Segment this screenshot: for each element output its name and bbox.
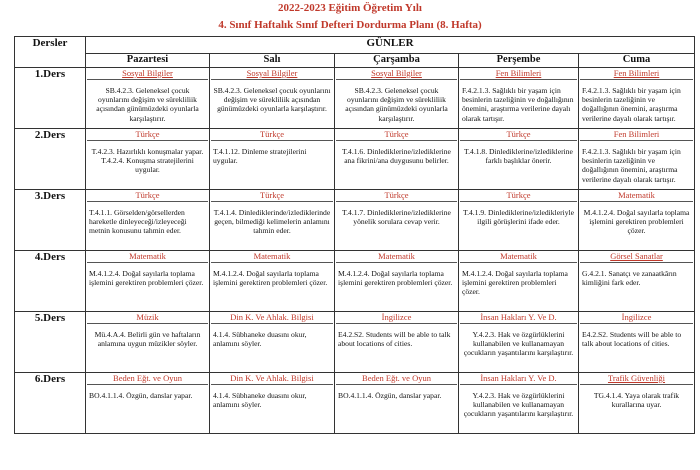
- weekly-plan-table: [14, 36, 695, 434]
- day-header-friday: Cuma: [579, 54, 695, 68]
- subject-label: Beden Eğt. ve Oyun: [336, 373, 457, 385]
- plan-cell-friday: [579, 373, 695, 434]
- subject-label: Sosyal Bilgiler: [336, 68, 457, 80]
- outcome-text: F.4.2.1.3. Sağlıklı bir yaşam için besinlerin tazeliğinin ve doğallığının önemini, araştırma verilerine dayalı olarak tartışır.: [582, 86, 681, 123]
- outcome-text: 4.1.4. Sübhaneke duasını okur, anlamını söyler.: [213, 391, 307, 410]
- outcome-text: M.4.1.2.4. Doğal sayılarla toplama işlemini gerektiren problemleri çözer.: [89, 269, 204, 288]
- plan-cell-friday: [579, 312, 695, 373]
- outcome-text: M.4.1.2.4. Doğal sayılarla toplama işlemini gerektiren problemleri çözer.: [462, 269, 568, 297]
- subject-label: Türkçe: [87, 129, 208, 141]
- plan-cell-monday: [86, 373, 210, 434]
- plan-cell-tuesday: [210, 251, 335, 312]
- outcome-text: F.4.2.1.3. Sağlıklı bir yaşam için besinlerin tazeliğinin ve doğallığının önemini, araştırma verilerine dayalı olarak tartışır.: [582, 147, 681, 184]
- outcome-text: E4.2.S2. Students will be able to talk about locations of cities.: [582, 330, 682, 349]
- outcome-text: BO.4.1.1.4. Özgün, danslar yapar.: [89, 391, 193, 400]
- plan-cell-wednesday: [335, 129, 459, 190]
- outcome-text: G.4.2.1. Sanatçı ve zanaatkârın kimliğini fark eder.: [582, 269, 677, 288]
- lesson-label: 5.Ders: [15, 312, 86, 373]
- outcome-text: T.4.1.4. Dinlediklerinde/izlediklerinde geçen, bilmediği kelimelerin anlamını tahmin eder.: [213, 208, 331, 236]
- plan-cell-thursday: [459, 373, 579, 434]
- subject-label: İngilizce: [336, 312, 457, 324]
- plan-cell-wednesday: [335, 373, 459, 434]
- table-row: [15, 190, 695, 251]
- outcome-text: T.4.1.12. Dinleme stratejilerini uygular.: [213, 147, 307, 166]
- outcome-text: T.4.1.1. Görselden/görsellerden hareketle dinleyeceği/izleyeceği metnin konusunu tahmin eder.: [89, 208, 187, 236]
- outcome-text: M.4.1.2.4. Doğal sayılarla toplama işlemini gerektiren problemleri çözer.: [213, 269, 328, 288]
- subject-label: Beden Eğt. ve Oyun: [87, 373, 208, 385]
- plan-cell-wednesday: [335, 251, 459, 312]
- outcome-text: E4.2.S2. Students will be able to talk about locations of cities.: [338, 330, 451, 349]
- day-header-monday: Pazartesi: [86, 54, 210, 68]
- subject-label: İngilizce: [580, 312, 693, 324]
- subject-label: Fen Bilimleri: [580, 129, 693, 141]
- lessons-header: Dersler: [15, 37, 86, 68]
- subject-label: İnsan Hakları Y. Ve D.: [460, 312, 577, 324]
- lesson-label: 1.Ders: [15, 68, 86, 129]
- subject-label: Türkçe: [211, 190, 333, 202]
- days-header: GÜNLER: [86, 37, 695, 54]
- plan-cell-wednesday: [335, 68, 459, 129]
- plan-cell-tuesday: [210, 373, 335, 434]
- document-subtitle: 4. Sınıf Haftalık Sınıf Defteri Dordurma Planı (8. Hafta): [218, 19, 482, 31]
- subject-label: Din K. Ve Ahlak. Bilgisi: [211, 312, 333, 324]
- day-header-thursday: Perşembe: [459, 54, 579, 68]
- lesson-label: 3.Ders: [15, 190, 86, 251]
- subject-label: Türkçe: [87, 190, 208, 202]
- subject-label: Türkçe: [460, 129, 577, 141]
- table-row: [15, 373, 695, 434]
- plan-cell-friday: [579, 68, 695, 129]
- subject-label: Türkçe: [460, 190, 577, 202]
- lesson-label: 4.Ders: [15, 251, 86, 312]
- outcome-text: 4.1.4. Sübhaneke duasını okur, anlamını söyler.: [213, 330, 307, 349]
- plan-cell-thursday: [459, 312, 579, 373]
- subject-label: Görsel Sanatlar: [580, 251, 693, 263]
- outcome-text: T.4.1.8. Dinlediklerine/izlediklerine farklı başlıklar önerir.: [464, 147, 573, 166]
- subject-label: Sosyal Bilgiler: [211, 68, 333, 80]
- plan-cell-monday: [86, 190, 210, 251]
- subject-label: Matematik: [336, 251, 457, 263]
- subject-label: Matematik: [87, 251, 208, 263]
- outcome-text: SB.4.2.3. Geleneksel çocuk oyunlarını değişim ve sürekliliik açısından günümüzdeki oyunlarla karşılaştırır.: [345, 86, 448, 123]
- plan-cell-tuesday: [210, 190, 335, 251]
- plan-cell-friday: [579, 129, 695, 190]
- plan-cell-friday: [579, 190, 695, 251]
- plan-cell-wednesday: [335, 190, 459, 251]
- subject-label: Türkçe: [336, 190, 457, 202]
- subject-label: Müzik: [87, 312, 208, 324]
- plan-cell-thursday: [459, 68, 579, 129]
- plan-cell-thursday: [459, 190, 579, 251]
- plan-cell-monday: [86, 129, 210, 190]
- subject-label: Matematik: [211, 251, 333, 263]
- subject-label: Matematik: [460, 251, 577, 263]
- plan-cell-friday: [579, 251, 695, 312]
- subject-label: Türkçe: [336, 129, 457, 141]
- lesson-label: 6.Ders: [15, 373, 86, 434]
- document-title: 2022-2023 Eğitim Öğretim Yılı: [278, 2, 422, 14]
- plan-cell-tuesday: [210, 312, 335, 373]
- outcome-text: BO.4.1.1.4. Özgün, danslar yapar.: [338, 391, 442, 400]
- outcome-text: SB.4.2.3. Geleneksel çocuk oyunlarını değişim ve sürekliliik açısından günümüzdeki oyunlarla karşılaştırır.: [213, 86, 331, 114]
- plan-cell-monday: [86, 312, 210, 373]
- outcome-text: M.4.1.2.4. Doğal sayılarla toplama işlemini gerektiren problemleri çözer.: [583, 208, 690, 236]
- day-header-tuesday: Salı: [210, 54, 335, 68]
- subject-label: Fen Bilimleri: [580, 68, 693, 80]
- subject-label: Sosyal Bilgiler: [87, 68, 208, 80]
- plan-cell-tuesday: [210, 129, 335, 190]
- outcome-text: TG.4.1.4. Yaya olarak trafik kurallarına uyar.: [593, 391, 680, 410]
- subject-label: Türkçe: [211, 129, 333, 141]
- outcome-text: T.4.1.6. Dinlediklerine/izlediklerine ana fikrini/ana duygusunu belirler.: [342, 147, 451, 166]
- outcome-text: Mü.4.A.4. Belirli gün ve haftaların anlamına uygun müzikler söyler.: [94, 330, 201, 349]
- outcome-text: T.4.1.7. Dinlediklerine/izlediklerine yönelik sorulara cevap verir.: [342, 208, 451, 227]
- lesson-label: 2.Ders: [15, 129, 86, 190]
- subject-label: İnsan Hakları Y. Ve D.: [460, 373, 577, 385]
- table-row: [15, 251, 695, 312]
- outcome-text: T.4.2.3. Hazırlıklı konuşmalar yapar. T.4.2.4. Konuşma stratejilerini uygular.: [91, 147, 204, 175]
- subject-label: Din K. Ve Ahlak. Bilgisi: [211, 373, 333, 385]
- day-header-wednesday: Çarşamba: [335, 54, 459, 68]
- outcome-text: SB.4.2.3. Geleneksel çocuk oyunlarını değişim ve sürekliliik açısından günümüzdeki oyunlarla karşılaştırır.: [96, 86, 199, 123]
- table-row: [15, 312, 695, 373]
- plan-cell-monday: [86, 68, 210, 129]
- subject-label: Fen Bilimleri: [460, 68, 577, 80]
- plan-cell-wednesday: [335, 312, 459, 373]
- outcome-text: T.4.1.9. Dinlediklerine/izledikleriyle ilgili görüşlerini ifade eder.: [463, 208, 574, 227]
- outcome-text: M.4.1.2.4. Doğal sayılarla toplama işlemini gerektiren problemleri çözer.: [338, 269, 453, 288]
- outcome-text: Y.4.2.3. Hak ve özgürlüklerini kullanabilen ve kullanamayan çocukların yaşantılarını karşılaştırır.: [463, 330, 574, 358]
- subject-label: Trafik Güvenliği: [580, 373, 693, 385]
- plan-cell-thursday: [459, 129, 579, 190]
- table-row: [15, 68, 695, 129]
- plan-cell-thursday: [459, 251, 579, 312]
- outcome-text: Y.4.2.3. Hak ve özgürlüklerini kullanabilen ve kullanamayan çocukların yaşantılarını karşılaştırır.: [463, 391, 574, 419]
- subject-label: Matematik: [580, 190, 693, 202]
- plan-cell-tuesday: [210, 68, 335, 129]
- outcome-text: F.4.2.1.3. Sağlıklı bir yaşam için besinlerin tazeliğinin ve doğallığının önemini, araştırma verilerine dayalı olarak tartışır.: [462, 86, 574, 123]
- plan-cell-monday: [86, 251, 210, 312]
- table-row: [15, 129, 695, 190]
